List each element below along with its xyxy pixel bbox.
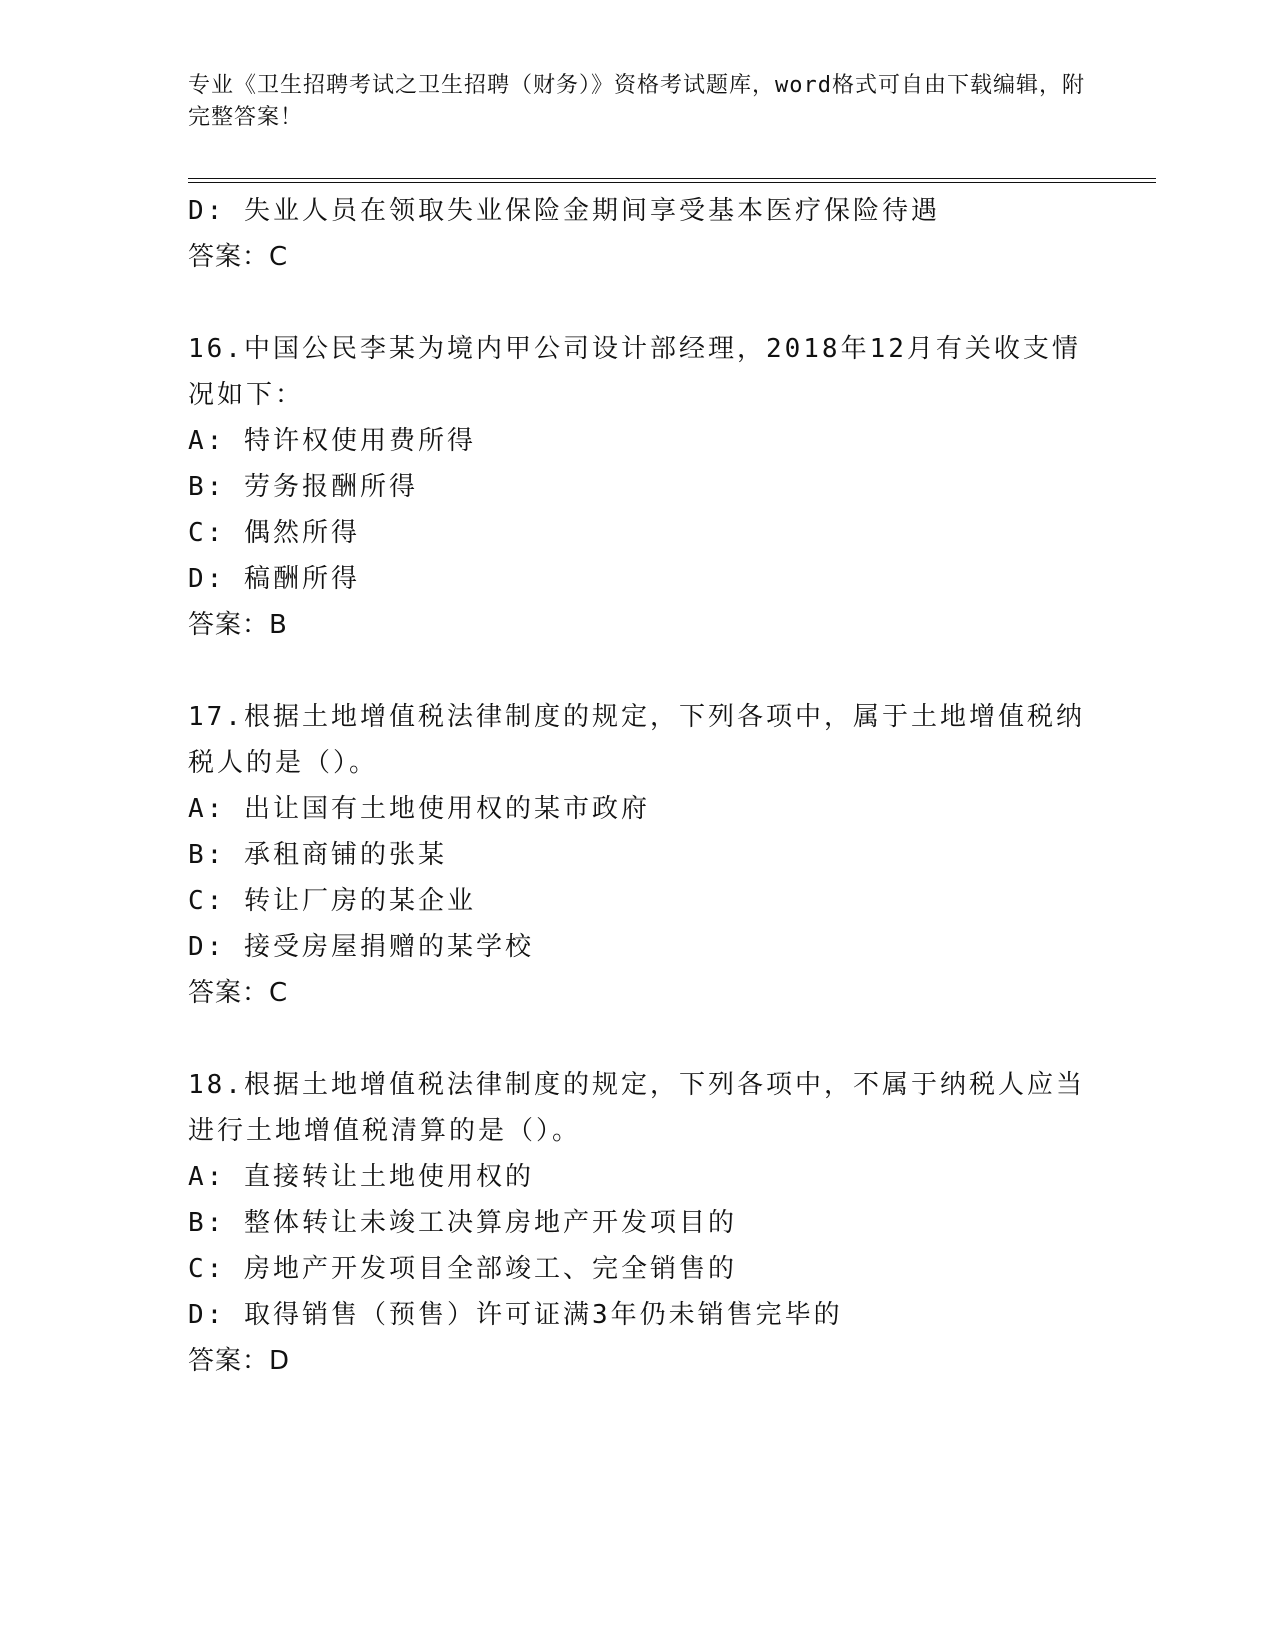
- option-d: D: 失业人员在领取失业保险金期间享受基本医疗保险待遇: [188, 196, 940, 226]
- question-text: 18.根据土地增值税法律制度的规定，下列各项中，不属于纳税人应当进行土地增值税清算的是（）。: [188, 1070, 1085, 1146]
- option-a: A: 直接转让土地使用权的: [188, 1162, 534, 1192]
- question-block: [188, 694, 1088, 1016]
- option-b: B: 劳务报酬所得: [188, 472, 418, 502]
- option-a: A: 特许权使用费所得: [188, 426, 476, 456]
- question-block: [188, 1062, 1088, 1384]
- option-a: A: 出让国有土地使用权的某市政府: [188, 794, 650, 824]
- document-header: 专业《卫生招聘考试之卫生招聘（财务）》资格考试题库，word格式可自由下载编辑，附完整答案！: [188, 73, 1085, 130]
- answer-line: 答案：B: [188, 610, 288, 640]
- option-b: B: 承租商铺的张某: [188, 840, 447, 870]
- option-c: C: 房地产开发项目全部竣工、完全销售的: [188, 1254, 737, 1284]
- answer-line: 答案：C: [188, 242, 289, 272]
- option-d: D: 稿酬所得: [188, 564, 360, 594]
- answer-line: 答案：C: [188, 978, 289, 1008]
- option-d: D: 取得销售（预售）许可证满3年仍未销售完毕的: [188, 1300, 843, 1330]
- option-c: C: 转让厂房的某企业: [188, 886, 476, 916]
- question-text: 16.中国公民李某为境内甲公司设计部经理，2018年12月有关收支情况如下：: [188, 334, 1081, 410]
- question-block: [188, 326, 1088, 648]
- option-b: B: 整体转让未竣工决算房地产开发项目的: [188, 1208, 737, 1238]
- question-content: [188, 188, 1088, 1384]
- header-divider-bottom: [188, 182, 1156, 183]
- option-c: C: 偶然所得: [188, 518, 360, 548]
- option-d: D: 接受房屋捐赠的某学校: [188, 932, 534, 962]
- question-text: 17.根据土地增值税法律制度的规定，下列各项中，属于土地增值税纳税人的是（）。: [188, 702, 1085, 778]
- header-divider-top: [188, 178, 1156, 179]
- answer-line: 答案：D: [188, 1346, 291, 1376]
